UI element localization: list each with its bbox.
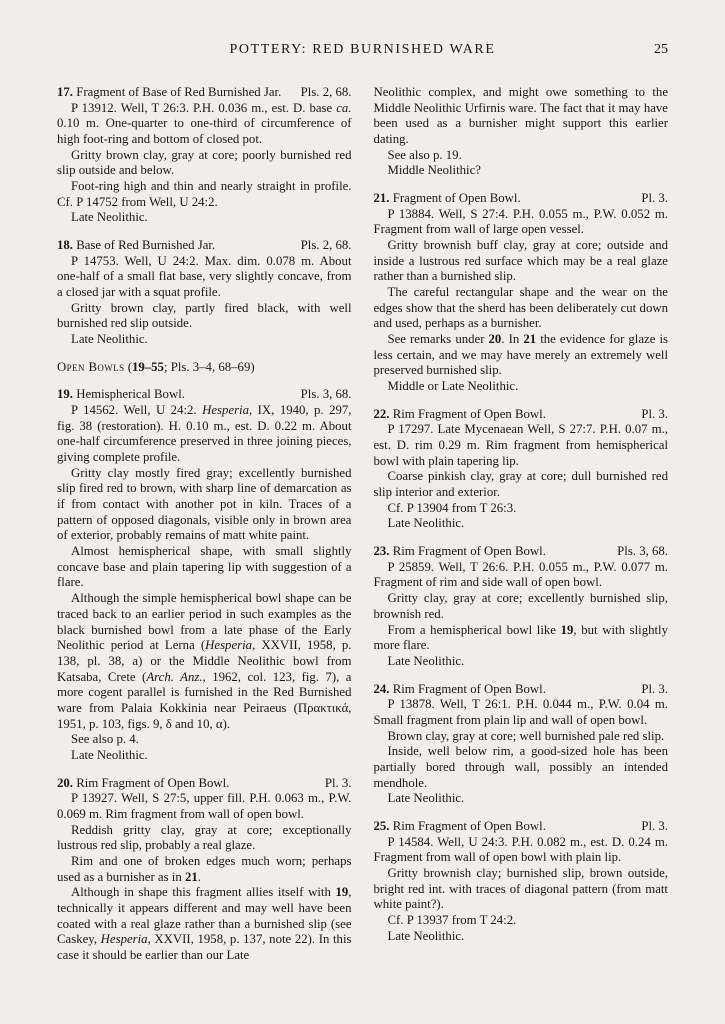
entry-paragraph: Gritty brownish clay; burnished slip, brown outside, bright red int. with traces of diagonal pattern (from matt white paint?).	[373, 865, 668, 912]
entry-paragraph: P 14562. Well, U 24:2. Hesperia, IX, 1940, p. 297, fig. 38 (restoration). H. 0.10 m., est. D. 0.22 m. About one-half circumference preserved in three joining pieces, giving complete profile.	[57, 403, 352, 465]
entry-lead	[374, 544, 546, 560]
entry-title: Base of Red Burnished Jar.	[76, 238, 216, 253]
entry-title: Fragment of Open Bowl.	[392, 191, 521, 206]
entry-paragraph: Rim and one of broken edges much worn; perhaps used as a burnisher as in 21.	[57, 853, 352, 884]
entry-lead	[57, 85, 281, 101]
entry-title: Rim Fragment of Open Bowl.	[392, 818, 546, 833]
entry-continuation	[374, 85, 669, 179]
catalog-entry	[374, 191, 669, 395]
running-title: POTTERY: RED BURNISHED WARE	[229, 42, 496, 57]
entry-heading	[374, 544, 669, 560]
page-header	[57, 42, 668, 60]
entry-paragraph: Reddish gritty clay, gray at core; exceptionally lustrous red slip, probably a real glaze.	[57, 822, 352, 853]
entry-paragraph: Gritty clay mostly fired gray; excellently burnished slip fired red to brown, with sharp line of demarcation as if from contact with another pot in kiln. Traces of a pattern of opposed diagonals, visible only in brown area of exterior, probably remains of matt white paint.	[57, 465, 352, 543]
entry-paragraph: P 14753. Well, U 24:2. Max. dim. 0.078 m. About one-half of a small flat base, very slightly concave, from a closed jar with a squat profile.	[57, 253, 352, 300]
entry-number: 21.	[373, 191, 390, 206]
catalog-entry	[374, 544, 669, 669]
right-column	[374, 85, 669, 944]
entry-number: 24.	[373, 681, 390, 696]
plate-reference: Pls. 2, 68.	[300, 85, 352, 99]
entry-title: Fragment of Base of Red Burnished Jar.	[76, 85, 282, 99]
catalog-entry	[374, 682, 669, 807]
entry-paragraph: P 13884. Well, S 27:4. P.H. 0.055 m., P.W. 0.052 m. Fragment from wall of large open vessel.	[373, 206, 668, 237]
entry-paragraph: Inside, well below rim, a good-sized hole has been partially bored through wall, possibly an intended mendhole.	[373, 744, 668, 790]
entry-paragraph: P 13927. Well, S 27:5, upper fill. P.H. 0.063 m., P.W. 0.069 m. Rim fragment from wall of open bowl.	[57, 791, 352, 821]
entry-paragraph: Coarse pinkish clay, gray at core; dull burnished red slip interior and exterior.	[373, 469, 668, 500]
left-column	[57, 85, 352, 964]
entry-paragraph: From a hemispherical bowl like 19, but with slightly more flare.	[373, 622, 669, 653]
entry-paragraph: The careful rectangular shape and the wear on the edges show that the sherd has been deliberately cut down and used, perhaps as a burnisher.	[373, 285, 668, 331]
entry-number: 25.	[373, 818, 390, 833]
entry-title: Rim Fragment of Open Bowl.	[392, 681, 546, 696]
catalog-entry	[374, 407, 669, 532]
entry-paragraph: See remarks under 20. In 21 the evidence for glaze is less certain, and we may have merely an extremely well preserved burnished slip.	[373, 332, 668, 378]
plate-reference: Pl. 3.	[641, 818, 668, 833]
entry-paragraph: Brown clay, gray at core; well burnished pale red slip.	[387, 728, 665, 743]
entry-paragraph: Middle or Late Neolithic.	[387, 379, 519, 394]
entry-heading	[57, 387, 352, 403]
section-detail: (19–55; Pls. 3–4, 68–69)	[127, 359, 255, 374]
entry-number: 20.	[57, 775, 73, 790]
entry-paragraph: Cf. P 13904 from T 26:3.	[387, 500, 517, 515]
entry-lead	[374, 191, 521, 207]
entry-heading	[374, 191, 669, 207]
entry-number: 18.	[57, 238, 73, 253]
entry-lead	[374, 682, 546, 698]
entry-number: 22.	[373, 406, 390, 421]
entry-paragraph: Late Neolithic.	[71, 332, 148, 347]
entry-paragraph: Late Neolithic.	[387, 791, 465, 806]
entry-title: Hemispherical Bowl.	[76, 387, 185, 402]
section-heading	[57, 360, 352, 376]
entry-paragraph: P 13878. Well, T 26:1. P.H. 0.044 m., P.W. 0.04 m. Small fragment from plain lip and wall of open bowl.	[373, 697, 668, 727]
page-number: 25	[654, 42, 668, 57]
entry-paragraph: Almost hemispherical shape, with small slightly concave base and plain tapering lip with suggestion of a flare.	[57, 544, 352, 590]
plate-reference: Pl. 3.	[641, 406, 668, 421]
plate-reference: Pl. 3.	[641, 681, 668, 696]
entry-paragraph: Middle Neolithic?	[387, 163, 481, 178]
entry-lead	[374, 407, 546, 423]
entry-paragraph: Neolithic complex, and might owe something to the Middle Neolithic Urfirnis ware. The fact that it may have been used as a burnisher might support this earlier dating.	[373, 85, 668, 147]
entry-paragraph: Gritty clay, gray at core; excellently burnished slip, brownish red.	[373, 591, 668, 621]
entry-paragraph: See also p. 19.	[387, 147, 462, 162]
entry-paragraph: Foot-ring high and thin and nearly straight in profile. Cf. P 14752 from Well, U 24:2.	[57, 179, 352, 209]
entry-paragraph: Late Neolithic.	[71, 210, 148, 225]
entry-heading	[57, 776, 352, 792]
entry-number: 19.	[57, 387, 73, 402]
entry-paragraph: P 13912. Well, T 26:3. P.H. 0.036 m., est. D. base ca. 0.10 m. One-quarter to one-third of circumference of high foot-ring and bottom of closed pot.	[57, 100, 352, 147]
entry-heading	[374, 819, 669, 835]
entry-lead	[57, 238, 215, 254]
entry-number: 23.	[373, 544, 390, 559]
text-columns	[57, 85, 668, 964]
catalog-entry	[57, 85, 352, 226]
entry-paragraph: P 17297. Late Mycenaean Well, S 27:7. P.H. 0.07 m., est. D. rim 0.29 m. Rim fragment from hemispherical bowl with plain tapering lip.	[373, 422, 668, 468]
section-label: Open Bowls	[57, 359, 125, 374]
entry-paragraph: Late Neolithic.	[71, 747, 148, 762]
entry-paragraph: Late Neolithic.	[387, 653, 465, 668]
entry-lead	[57, 776, 229, 792]
entry-heading	[374, 407, 669, 423]
entry-paragraph: Gritty brownish buff clay, gray at core; outside and inside a lustrous red surface which may be a real glaze rather than a burnished slip.	[373, 238, 668, 284]
entry-title: Rim Fragment of Open Bowl.	[392, 406, 546, 421]
entry-paragraph: P 25859. Well, T 26:6. P.H. 0.055 m., P.W. 0.077 m. Fragment of rim and side wall of open bowl.	[373, 559, 668, 590]
catalog-entry	[57, 387, 352, 763]
entry-paragraph: Gritty brown clay, gray at core; poorly burnished red slip outside and below.	[57, 147, 352, 178]
entry-paragraph: Late Neolithic.	[387, 516, 465, 531]
entry-paragraph: Although the simple hemispherical bowl shape can be traced back to an earlier period in such examples as the black burnished bowl from a late phase of the Early Neolithic period at Lerna (Hesperia, XXVII, 1958, p. 138, pl. 38, a) or the Middle Neolithic bowl from Katsaba, Crete (Arch. Anz., 1962, col. 123, fig. 7), a more cogent parallel is furnished in the Red Burnished ware from Palaia Kokkinia near Peiraeus (Πρακτικά, 1951, p. 103, figs. 9, δ and 10, α).	[57, 591, 352, 731]
plate-reference: Pl. 3.	[324, 775, 352, 790]
entry-heading	[374, 682, 669, 698]
entry-paragraph: Although in shape this fragment allies itself with 19, technically it appears different and may well have been coated with a real glaze rather than a burnished slip (see Caskey, Hesperia, XXVII, 1958, p. 137, note 22). In this case it should be earlier than our Late	[57, 885, 352, 962]
entry-heading	[57, 238, 352, 254]
entry-paragraph: Late Neolithic.	[387, 928, 465, 943]
plate-reference: Pls. 3, 68.	[617, 544, 668, 559]
catalog-entry	[57, 776, 352, 964]
entry-paragraph: P 14584. Well, U 24:3. P.H. 0.082 m., est. D. 0.24 m. Fragment from wall of open bowl with plain lip.	[373, 834, 668, 865]
entry-title: Rim Fragment of Open Bowl.	[392, 544, 546, 559]
plate-reference: Pls. 2, 68.	[300, 238, 352, 253]
catalog-entry	[57, 238, 352, 348]
catalog-entry	[374, 819, 669, 944]
entry-heading	[57, 85, 352, 101]
plate-reference: Pls. 3, 68.	[300, 387, 352, 402]
entry-lead	[374, 819, 546, 835]
entry-paragraph: See also p. 4.	[71, 732, 139, 747]
entry-paragraph: Cf. P 13937 from T 24:2.	[387, 912, 517, 927]
entry-title: Rim Fragment of Open Bowl.	[76, 775, 230, 790]
entry-lead	[57, 387, 185, 403]
plate-reference: Pl. 3.	[641, 191, 668, 206]
entry-paragraph: Gritty brown clay, partly fired black, with well burnished red slip outside.	[57, 300, 352, 331]
entry-number: 17.	[57, 85, 73, 99]
